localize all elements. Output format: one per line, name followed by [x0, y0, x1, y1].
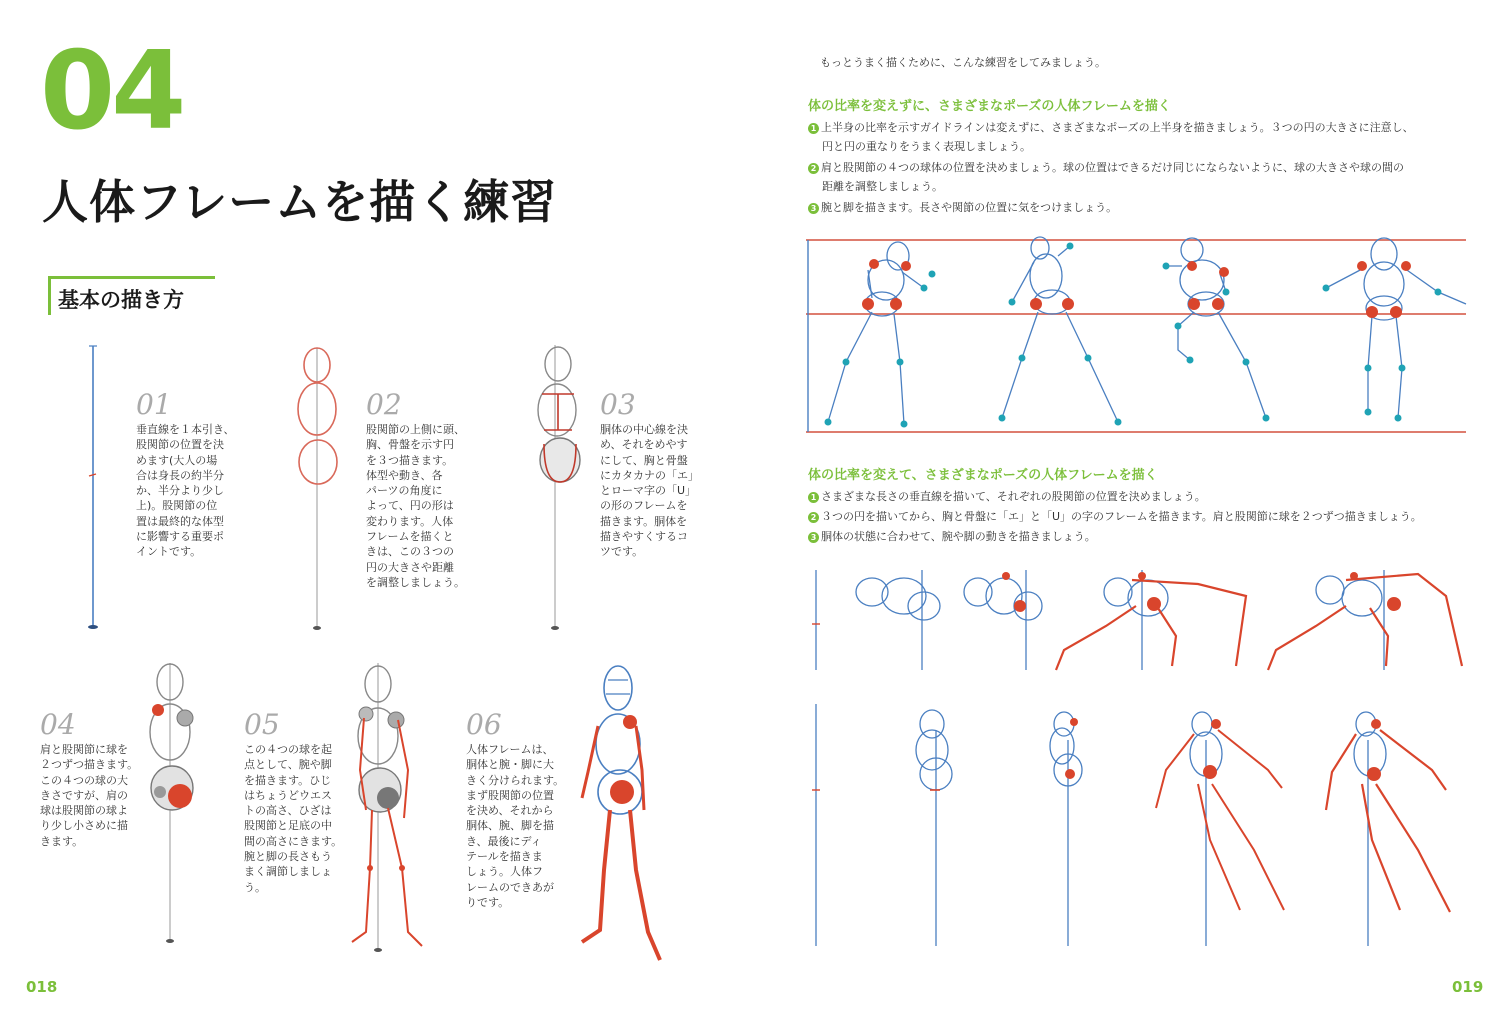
varied-ratio-lean-illustration — [806, 700, 1486, 952]
item-text-continued: 円と円の重なりをうまく表現しましょう。 — [822, 140, 1031, 153]
step-number: 02 — [366, 388, 402, 421]
number-badge: 3 — [808, 203, 819, 214]
section2-item — [808, 487, 1468, 506]
step-05-figure — [346, 660, 426, 970]
section2-item — [808, 507, 1468, 526]
chapter-title: 人体フレームを描く練習 — [42, 175, 558, 229]
step-text: 股関節の上側に頭、 胸、骨盤を示す円 を３つ描きます。 体型や動き、各 パーツの角度に よって、円の形は 変わります。人体 フレームを描くと きは、この３つの 円の大きさや距離 を調整しましょう。 — [366, 423, 465, 589]
item-text-continued: 距離を調整しましょう。 — [822, 180, 943, 193]
number-badge: 2 — [808, 512, 819, 523]
item-text: 腕と脚を描きます。長さや関節の位置に気をつけましょう。 — [821, 201, 1118, 214]
page-number: 018 — [26, 978, 58, 996]
step-text: 人体フレームは、 胴体と腕・脚に大 きく分けられます。 まず股関節の位置 を決め、それから 胴体、腕、脚を描 き、最後にディ テールを描きま しょう。人体フ レームのできあが りです。 — [466, 743, 565, 909]
step-number: 06 — [466, 708, 502, 741]
number-badge: 1 — [808, 492, 819, 503]
step-03-figure — [530, 342, 590, 637]
right-page — [750, 0, 1500, 1014]
step-06-figure — [574, 660, 674, 970]
step-text: 垂直線を１本引き、 股関節の位置を決 めます(大人の場 合は身長の約半分 か、半分より少し 上)。股関節の位 置は最終的な体型 に影響する重要ポ イントです。 — [136, 423, 235, 559]
section2-title: 体の比率を変えて、さまざまなポーズの人体フレームを描く — [808, 468, 1158, 483]
step-number: 05 — [244, 708, 280, 741]
constant-ratio-poses-illustration — [806, 232, 1466, 442]
chapter-number: 04 — [40, 29, 183, 154]
item-text: ３つの円を描いてから、胸と骨盤に「エ」と「U」の字のフレームを描きます。肩と股関節に球を２つずつ描きましょう。 — [821, 510, 1422, 523]
step-number: 03 — [600, 388, 636, 421]
section-title: 基本の描き方 — [58, 288, 184, 312]
number-badge: 2 — [808, 163, 819, 174]
step-text: 胴体の中心線を決 め、それをめやす にして、胸と骨盤 にカタカナの「エ」 とローマ字の「U」 の形のフレームを 描きます。胴体を 描きやすくするコ ツです。 — [600, 423, 699, 559]
step-number: 04 — [40, 708, 76, 741]
intro-text: もっとうまく描くために、こんな練習をしてみましょう。 — [820, 56, 1106, 69]
step-number: 01 — [136, 388, 172, 421]
step-04-figure — [142, 660, 212, 950]
item-text: 肩と股関節の４つの球体の位置を決めましょう。球の位置はできるだけ同じにならないように、球の大きさや球の間の — [821, 161, 1404, 174]
section1-item — [808, 198, 1468, 217]
step-text: この４つの球を起 点として、腕や脚 を描きます。ひじ はちょうどウエス トの高さ、ひざは 股関節と足底の中 間の高さにきます。 腕と脚の長さもう まく調節しましょ う。 — [244, 743, 343, 894]
pose-figure-2 — [1002, 237, 1118, 422]
step-text: 肩と股関節に球を ２つずつ描きます。 この４つの球の大 きさですが、肩の 球は股関節の球よ り少し小さめに描 きます。 — [40, 743, 139, 848]
step-02-figure — [296, 345, 346, 635]
item-text: 上半身の比率を示すガイドラインは変えずに、さまざまなポーズの上半身を描きましょう。３つの円の大きさに注意し、 — [821, 121, 1414, 134]
section2-item — [808, 527, 1468, 546]
item-text: 胴体の状態に合わせて、腕や脚の動きを描きましょう。 — [821, 530, 1096, 543]
section1-title: 体の比率を変えずに、さまざまなポーズの人体フレームを描く — [808, 99, 1171, 114]
item-text: さまざまな長さの垂直線を描いて、それぞれの股関節の位置を決めましょう。 — [821, 490, 1206, 503]
varied-ratio-crouch-illustration — [806, 566, 1486, 678]
section1-item — [808, 118, 1468, 156]
page-number: 019 — [1452, 978, 1484, 996]
pose-figure-3 — [1166, 238, 1266, 418]
number-badge: 1 — [808, 123, 819, 134]
step-01-figure — [80, 340, 110, 635]
pose-figure-4 — [1326, 238, 1466, 418]
section1-item — [808, 158, 1468, 196]
number-badge: 3 — [808, 532, 819, 543]
